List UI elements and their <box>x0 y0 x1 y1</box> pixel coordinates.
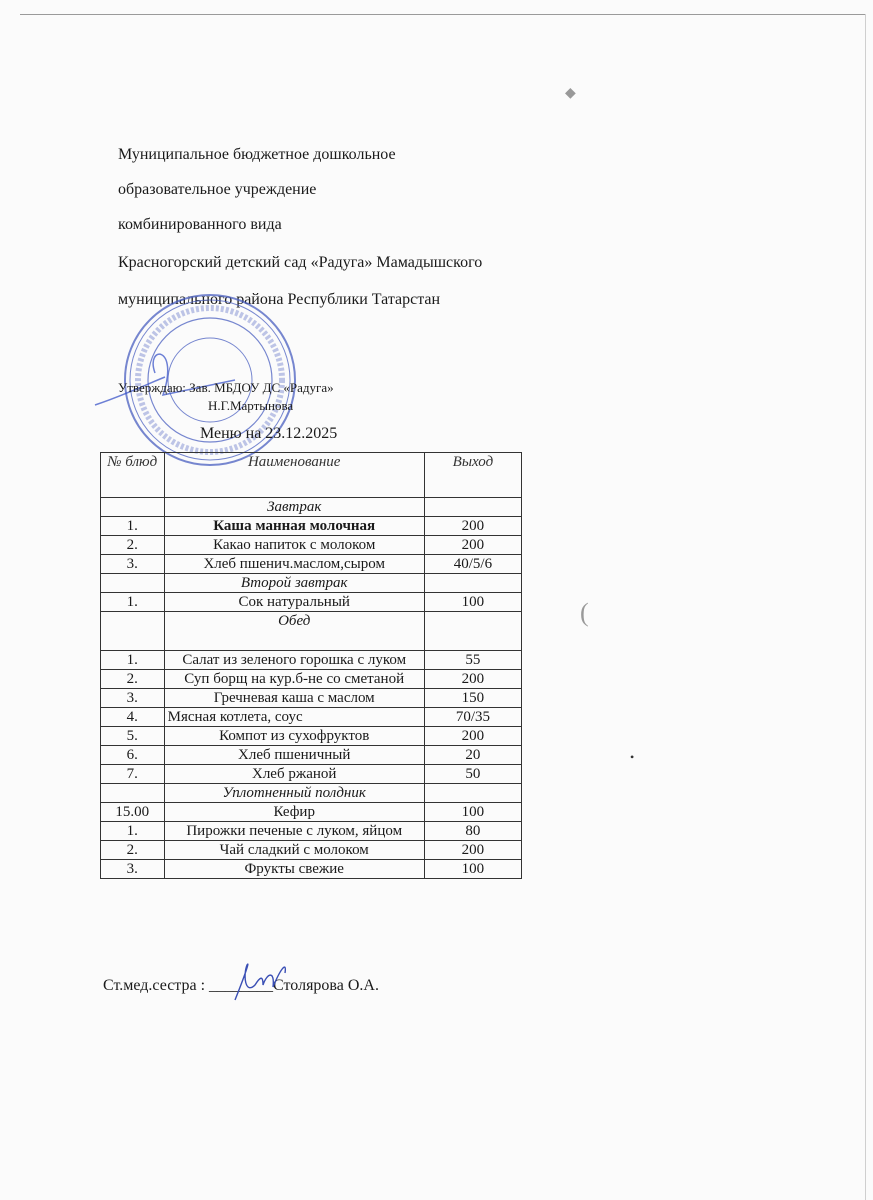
org-line-3: комбинированного вида <box>118 216 282 233</box>
dish-output: 50 <box>424 765 521 784</box>
approval-text: Утверждаю: Зав. МБДОУ ДС «Радуга» <box>118 380 334 395</box>
section-row <box>101 574 522 593</box>
dish-number: 5. <box>101 727 165 746</box>
table-row <box>101 555 522 574</box>
section-row <box>101 612 522 651</box>
num-cell <box>101 784 165 803</box>
dish-number: 1. <box>101 593 165 612</box>
dish-output: 40/5/6 <box>424 555 521 574</box>
section-title: Завтрак <box>164 498 424 517</box>
scan-edge-top <box>20 14 865 15</box>
dish-name: Хлеб пшеничный <box>164 746 424 765</box>
dish-output: 70/35 <box>424 708 521 727</box>
approval-name: Н.Г.Мартынова <box>208 398 294 413</box>
table-row <box>101 765 522 784</box>
out-cell <box>424 498 521 517</box>
table-row <box>101 841 522 860</box>
dish-name: Пирожки печеные с луком, яйцом <box>164 822 424 841</box>
out-cell <box>424 612 521 651</box>
dish-name: Какао напиток с молоком <box>164 536 424 555</box>
table-row <box>101 536 522 555</box>
dish-output: 80 <box>424 822 521 841</box>
table-row <box>101 593 522 612</box>
table-row <box>101 689 522 708</box>
dish-name: Кефир <box>164 803 424 822</box>
nurse-label: Ст.мед.сестра : <box>103 977 210 994</box>
dish-name: Каша манная молочная <box>164 517 424 536</box>
dish-name: Компот из сухофруктов <box>164 727 424 746</box>
dish-number: 6. <box>101 746 165 765</box>
table-row <box>101 670 522 689</box>
menu-table <box>100 452 522 879</box>
dish-output: 100 <box>424 593 521 612</box>
dish-name: Гречневая каша с маслом <box>164 689 424 708</box>
dish-output: 20 <box>424 746 521 765</box>
num-cell <box>101 498 165 517</box>
dish-name: Салат из зеленого горошка с луком <box>164 651 424 670</box>
nurse-name: Столярова О.А. <box>273 977 379 994</box>
section-row <box>101 784 522 803</box>
dish-number: 1. <box>101 651 165 670</box>
dish-number: 2. <box>101 841 165 860</box>
table-row <box>101 517 522 536</box>
dish-number: 3. <box>101 860 165 879</box>
dish-output: 150 <box>424 689 521 708</box>
org-line-4: Красногорский детский сад «Радуга» Мамадышского <box>118 254 483 271</box>
header-name: Наименование <box>164 453 424 498</box>
dish-number: 2. <box>101 536 165 555</box>
menu-title: Меню на 23.12.2025 <box>200 425 338 442</box>
dish-name: Сок натуральный <box>164 593 424 612</box>
dish-number: 2. <box>101 670 165 689</box>
dish-name: Фрукты свежие <box>164 860 424 879</box>
dish-output: 100 <box>424 860 521 879</box>
header-out: Выход <box>424 453 521 498</box>
num-cell <box>101 612 165 651</box>
org-line-5: муниципального района Республики Татарстан <box>118 291 441 308</box>
scan-artifact: ( <box>580 598 589 627</box>
signature-blank: ________ <box>209 977 274 994</box>
section-title: Обед <box>164 612 424 651</box>
table-row <box>101 727 522 746</box>
dish-output: 200 <box>424 841 521 860</box>
dish-number: 1. <box>101 822 165 841</box>
section-title: Уплотненный полдник <box>164 784 424 803</box>
dish-output: 100 <box>424 803 521 822</box>
out-cell <box>424 784 521 803</box>
dish-output: 200 <box>424 536 521 555</box>
signature-icon <box>225 955 295 1005</box>
dish-number: 4. <box>101 708 165 727</box>
dish-output: 55 <box>424 651 521 670</box>
scan-artifact: ◆ <box>565 86 576 101</box>
num-cell <box>101 574 165 593</box>
table-row <box>101 822 522 841</box>
dish-output: 200 <box>424 727 521 746</box>
dish-number: 1. <box>101 517 165 536</box>
dish-name: Хлеб ржаной <box>164 765 424 784</box>
dish-name: Чай сладкий с молоком <box>164 841 424 860</box>
section-title: Второй завтрак <box>164 574 424 593</box>
dish-name: Суп борщ на кур.б-не со сметаной <box>164 670 424 689</box>
dish-name: Мясная котлета, соус <box>164 708 424 727</box>
dish-output: 200 <box>424 670 521 689</box>
dish-number: 15.00 <box>101 803 165 822</box>
dish-number: 3. <box>101 689 165 708</box>
scan-edge-right <box>865 14 866 1200</box>
table-row <box>101 746 522 765</box>
table-row <box>101 708 522 727</box>
table-row <box>101 651 522 670</box>
section-row <box>101 498 522 517</box>
out-cell <box>424 574 521 593</box>
scan-artifact: • <box>630 750 635 764</box>
org-line-1: Муниципальное бюджетное дошкольное <box>118 146 396 163</box>
dish-name: Хлеб пшенич.маслом,сыром <box>164 555 424 574</box>
table-row <box>101 803 522 822</box>
dish-number: 7. <box>101 765 165 784</box>
header-num: № блюд <box>101 453 165 498</box>
table-header-row <box>101 453 522 498</box>
dish-output: 200 <box>424 517 521 536</box>
org-line-2: образовательное учреждение <box>118 181 317 198</box>
dish-number: 3. <box>101 555 165 574</box>
table-row <box>101 860 522 879</box>
